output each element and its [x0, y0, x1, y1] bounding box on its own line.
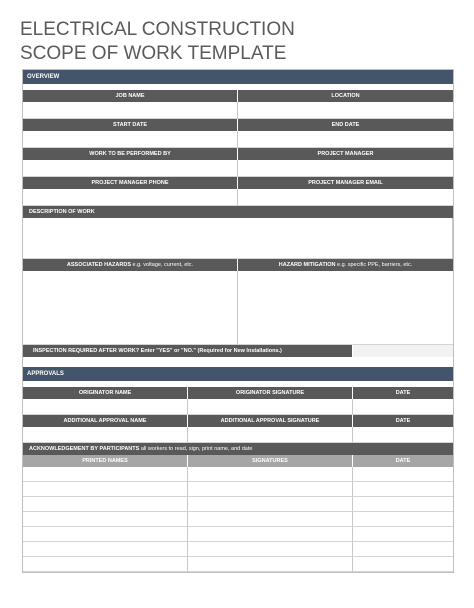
dates-input-row [23, 131, 453, 148]
acknowledgement-label-bold: ACKNOWLEDGEMENT BY PARTICIPANTS [29, 446, 140, 452]
job-name-field[interactable] [23, 102, 238, 119]
project-manager-label: PROJECT MANAGER [238, 148, 453, 160]
project-manager-field[interactable] [238, 160, 453, 177]
participant-name-field[interactable] [23, 512, 188, 527]
page-title [20, 18, 295, 66]
participant-row [23, 557, 453, 572]
additional-signature-field[interactable] [188, 427, 353, 443]
description-header-row [23, 206, 453, 218]
additional-date-field[interactable] [353, 427, 453, 443]
mitigation-label-note: e.g. specific PPE, barriers, etc. [335, 262, 413, 268]
participant-name-field[interactable] [23, 527, 188, 542]
pm-contact-header-row [23, 177, 453, 189]
location-field[interactable] [238, 102, 453, 119]
acknowledgement-header-row [23, 443, 453, 455]
participant-row [23, 497, 453, 512]
mitigation-field[interactable] [238, 271, 453, 345]
inspection-label: INSPECTION REQUIRED AFTER WORK? Enter "YES" or "NO." (Required for New Installations.) [23, 345, 353, 357]
pm-contact-input-row [23, 189, 453, 206]
participant-row [23, 512, 453, 527]
additional-header-row [23, 415, 453, 427]
start-date-field[interactable] [23, 131, 238, 148]
participant-row [23, 467, 453, 482]
scope-form [22, 69, 454, 573]
participant-date-field[interactable] [353, 542, 453, 557]
end-date-label: END DATE [238, 119, 453, 131]
participant-row [23, 482, 453, 497]
hazards-header-row [23, 259, 453, 271]
pm-email-label: PROJECT MANAGER EMAIL [238, 177, 453, 189]
participant-date-field[interactable] [353, 497, 453, 512]
participant-name-field[interactable] [23, 542, 188, 557]
participant-signature-field[interactable] [188, 482, 353, 497]
pm-phone-label: PROJECT MANAGER PHONE [23, 177, 238, 189]
participant-signature-field[interactable] [188, 497, 353, 512]
additional-input-row [23, 427, 453, 443]
participants-header-row [23, 455, 453, 467]
originator-signature-field[interactable] [188, 399, 353, 415]
approvals-section-header: APPROVALS [23, 367, 453, 381]
participant-signature-field[interactable] [188, 512, 353, 527]
hazards-label-bold: ASSOCIATED HAZARDS [66, 262, 131, 268]
participant-date-field[interactable] [353, 512, 453, 527]
hazards-label [23, 259, 238, 271]
pm-email-field[interactable] [238, 189, 453, 206]
participant-name-field[interactable] [23, 467, 188, 482]
participant-date-field[interactable] [353, 557, 453, 572]
additional-date-label: DATE [353, 415, 453, 427]
participant-date-field[interactable] [353, 527, 453, 542]
participant-row [23, 527, 453, 542]
additional-name-field[interactable] [23, 427, 188, 443]
acknowledgement-label-note: all workers to read, sign, print name, and date [139, 446, 253, 452]
printed-names-label: PRINTED NAMES [23, 455, 188, 467]
originator-name-field[interactable] [23, 399, 188, 415]
work-performed-by-label: WORK TO BE PERFORMED BY [23, 148, 238, 160]
pm-phone-field[interactable] [23, 189, 238, 206]
start-date-label: START DATE [23, 119, 238, 131]
originator-date-field[interactable] [353, 399, 453, 415]
title-line-2: SCOPE OF WORK TEMPLATE [20, 43, 287, 64]
hazards-label-note: e.g. voltage, current, etc. [131, 262, 194, 268]
participant-signature-field[interactable] [188, 527, 353, 542]
additional-name-label: ADDITIONAL APPROVAL NAME [23, 415, 188, 427]
participant-name-field[interactable] [23, 482, 188, 497]
inspection-answer-field[interactable] [353, 345, 453, 357]
participant-date-field[interactable] [353, 467, 453, 482]
originator-date-label: DATE [353, 387, 453, 399]
work-pm-input-row [23, 160, 453, 177]
participants-date-label: DATE [353, 455, 453, 467]
job-location-header-row [23, 90, 453, 102]
hazards-input-row [23, 271, 453, 345]
participant-date-field[interactable] [353, 482, 453, 497]
overview-section-header: OVERVIEW [23, 70, 453, 84]
description-field[interactable] [23, 218, 453, 259]
mitigation-label-bold: HAZARD MITIGATION [278, 262, 336, 268]
participant-signature-field[interactable] [188, 542, 353, 557]
title-line-1: ELECTRICAL CONSTRUCTION [20, 19, 295, 40]
participant-signature-field[interactable] [188, 467, 353, 482]
dates-header-row [23, 119, 453, 131]
originator-signature-label: ORIGINATOR SIGNATURE [188, 387, 353, 399]
originator-header-row [23, 387, 453, 399]
work-performed-by-field[interactable] [23, 160, 238, 177]
participant-signature-field[interactable] [188, 557, 353, 572]
originator-name-label: ORIGINATOR NAME [23, 387, 188, 399]
mitigation-label [238, 259, 453, 271]
description-label: DESCRIPTION OF WORK [23, 206, 453, 218]
acknowledgement-label [23, 443, 453, 455]
additional-signature-label: ADDITIONAL APPROVAL SIGNATURE [188, 415, 353, 427]
participant-row [23, 542, 453, 557]
originator-input-row [23, 399, 453, 415]
end-date-field[interactable] [238, 131, 453, 148]
participant-name-field[interactable] [23, 497, 188, 512]
hazards-field[interactable] [23, 271, 238, 345]
location-label: LOCATION [238, 90, 453, 102]
participant-name-field[interactable] [23, 557, 188, 572]
inspection-row [23, 345, 453, 357]
job-location-input-row [23, 102, 453, 119]
job-name-label: JOB NAME [23, 90, 238, 102]
signatures-label: SIGNATURES [188, 455, 353, 467]
work-pm-header-row [23, 148, 453, 160]
